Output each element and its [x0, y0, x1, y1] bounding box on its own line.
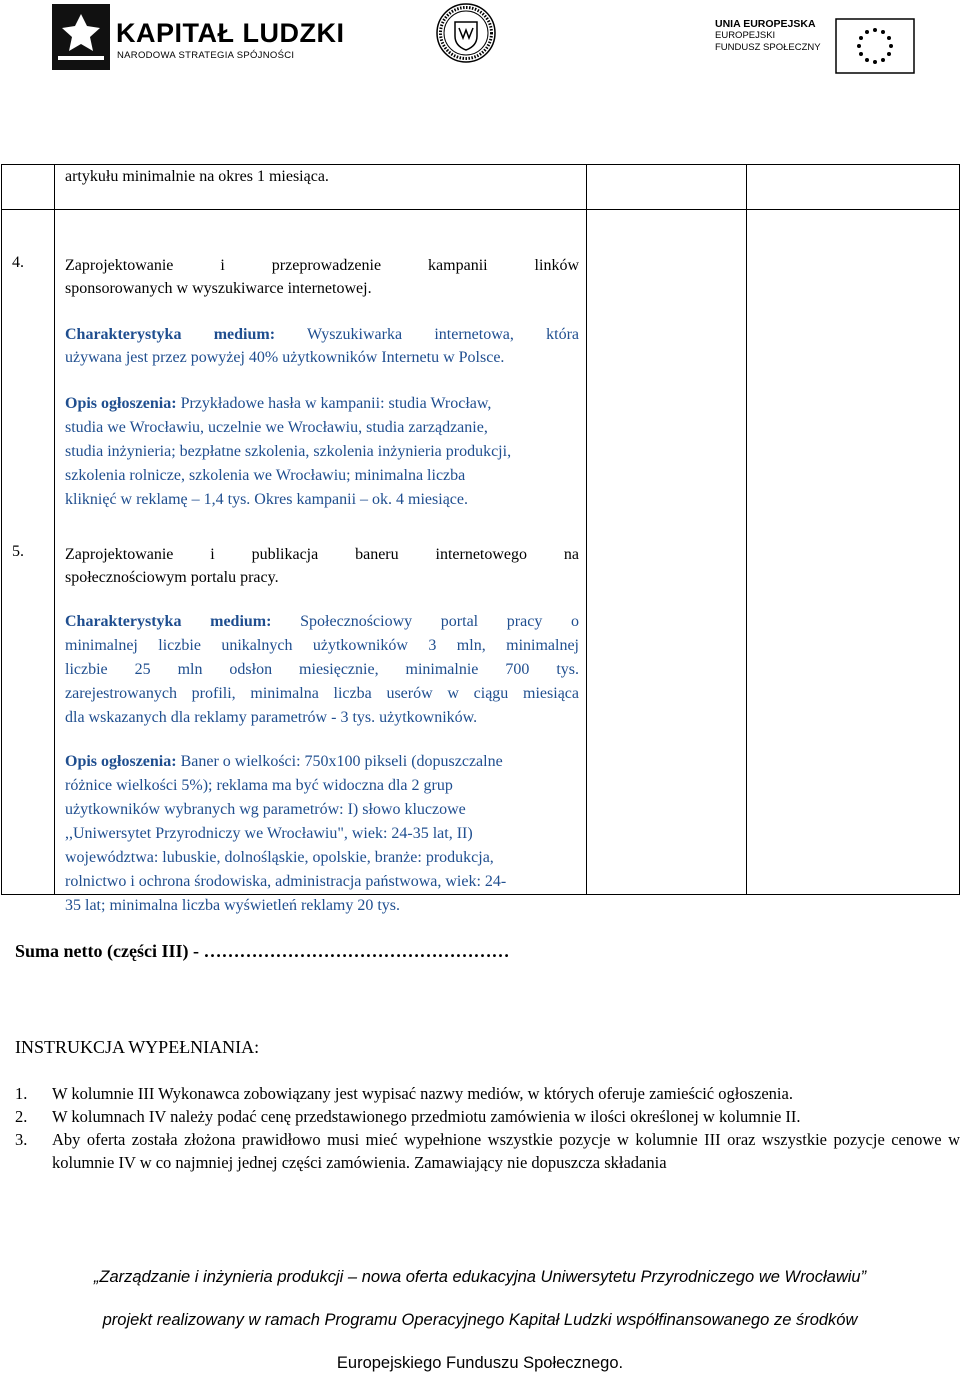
opis-label: Opis ogłoszenia:: [65, 395, 177, 412]
eu-efs-logo: [715, 18, 915, 78]
list-item-text: W kolumnach IV należy podać cenę przedstawionego przedmiotu zamówienia w ilości określonej w kolumnie II.: [52, 1107, 801, 1126]
item5-opis-line4: ,,Uniwersytet Przyrodniczy we Wrocławiu", wiek: 24-35 lat, II): [65, 825, 473, 842]
list-item-number: 2.: [15, 1107, 28, 1126]
kl-subtitle: NARODOWA STRATEGIA SPÓJNOŚCI: [117, 50, 295, 61]
item5-opis-line7: 35 lat; minimalna liczba wyświetleń reklamy 20 tys.: [65, 897, 401, 914]
footer-funding-line: projekt realizowany w ramach Programu Operacyjnego Kapitał Ludzki współfinansowanego ze środków: [102, 1311, 858, 1329]
medium-text: Wyszukiwarka internetowa, która: [307, 326, 579, 343]
item5-opis-line1: [65, 750, 579, 773]
eu-flag-icon: [835, 18, 915, 74]
item4-opis-line3: studia inżynieria; bezpłatne szkolenia, szkolenia inżynieria produkcji,: [65, 443, 512, 460]
table-row: [2, 165, 960, 210]
item5-medium-line4: zarejestrowanych profili, minimalna liczba userów w ciągu miesiąca: [65, 685, 579, 702]
list-item-number: 3.: [15, 1130, 28, 1149]
list-item: [15, 1128, 960, 1174]
table-cell-media: [587, 165, 747, 210]
kl-title: KAPITAŁ LUDZKI: [116, 18, 345, 48]
eu-line-3: FUNDUSZ SPOŁECZNY: [715, 42, 821, 53]
table-cell-price: [747, 210, 960, 895]
list-item-text: W kolumnie III Wykonawca zobowiązany jest wypisać nazwy mediów, w których oferuje zamieścić ogłoszenia.: [52, 1084, 793, 1103]
footer-project-title: „Zarządzanie i inżynieria produkcji – nowa oferta edukacyjna Uniwersytetu Przyrodniczego we Wrocławiu”: [93, 1268, 867, 1286]
kapital-ludzki-logo: [52, 4, 345, 74]
list-item: [15, 1082, 960, 1105]
list-item-number: 1.: [15, 1084, 28, 1103]
item4-medium-line2: używana jest przez powyżej 40% użytkowników Internetu w Polsce.: [65, 349, 505, 366]
table-cell-description: [55, 210, 587, 914]
eu-line-2: EUROPEJSKI: [715, 30, 776, 41]
table-cell-media: [587, 210, 747, 895]
item5-opis-line2: różnice wielkości 5%); reklama ma być widoczna dla 2 grup: [65, 777, 453, 794]
list-item-text: Aby oferta została złożona prawidłowo musi mieć wypełnione wszystkie pozycje w kolumnie III oraz wszystkie pozycje cenowe w kolumnie IV w co najmniej jednej części zamówienia. Zamawiający nie dopuszcza składania: [52, 1130, 960, 1172]
table-cell-description: [55, 165, 587, 210]
item4-opis-line2: studia we Wrocławiu, uczelnie we Wrocławiu, studia zarządzanie,: [65, 419, 488, 436]
medium-text: Społecznościowy portal pracy o: [300, 613, 580, 630]
opis-text: Baner o wielkości: 750x100 pikseli (dopuszczalne: [180, 753, 503, 770]
item5-opis-line6: rolnictwo i ochrona środowiska, administracja państwowa, wiek: 24-: [65, 873, 507, 890]
footer-fund-name: Europejskiego Funduszu Społecznego.: [336, 1354, 624, 1372]
medium-label: Charakterystyka medium:: [65, 326, 276, 343]
table-cell-number: [2, 165, 55, 210]
item4-opis-line5: kliknięć w reklamę – 1,4 tys. Okres kampanii – ok. 4 miesiące.: [65, 491, 469, 508]
eu-line-1: UNIA EUROPEJSKA: [715, 18, 816, 30]
instructions-list: [15, 1082, 960, 1174]
item4-opis-line1: [65, 392, 579, 415]
item4-opis-line4: szkolenia rolnicze, szkolenia we Wrocławiu; minimalna liczba: [65, 467, 466, 484]
medium-label: Charakterystyka medium:: [65, 613, 272, 630]
opis-text: Przykładowe hasła w kampanii: studia Wrocław,: [180, 395, 492, 412]
item5-opis-line3: użytkowników wybranych wg parametrów: I) słowo kluczowe: [65, 801, 466, 818]
item4-medium-line1: [65, 323, 579, 346]
table-cell-price: [747, 165, 960, 210]
item5-medium-line3: liczbie 25 mln odsłon miesięcznie, minimalnie 700 tys.: [65, 661, 579, 678]
list-item: [15, 1105, 960, 1128]
item5-medium-line1: [65, 610, 579, 633]
item5-title-line1: Zaprojektowanie i publikacja baneru internetowego na: [65, 546, 579, 563]
item-number-4: 4.: [12, 254, 24, 271]
row-continuation-text: artykułu minimalnie na okres 1 miesiąca.: [65, 168, 329, 185]
university-seal-icon: [435, 2, 497, 64]
page-header: [0, 0, 960, 100]
opis-label: Opis ogłoszenia:: [65, 753, 177, 770]
offer-table: [1, 164, 960, 914]
item5-title-line2: społecznościowym portalu pracy.: [65, 569, 279, 586]
item5-medium-line5: dla wskazanych dla reklamy parametrów - 3 tys. użytkowników.: [65, 709, 478, 726]
item-number-5: 5.: [12, 543, 24, 560]
table-cell-number: [2, 210, 55, 895]
item4-title-line2: sponsorowanych w wyszukiwarce internetowej.: [65, 280, 372, 297]
item4-title-line1: Zaprojektowanie i przeprowadzenie kampanii linków: [65, 257, 579, 274]
item5-medium-line2: minimalnej liczbie unikalnych użytkowników 3 mln, minimalnej: [65, 637, 579, 654]
item5-opis-line5: województwa: lubuskie, dolnośląskie, opolskie, branże: produkcja,: [65, 849, 494, 866]
summary-line: Suma netto (części III) - ……………………………………………: [15, 941, 510, 961]
kapital-ludzki-emblem-icon: [52, 4, 110, 70]
instructions-title: INSTRUKCJA WYPEŁNIANIA:: [15, 1037, 260, 1057]
table-row: [2, 210, 960, 895]
